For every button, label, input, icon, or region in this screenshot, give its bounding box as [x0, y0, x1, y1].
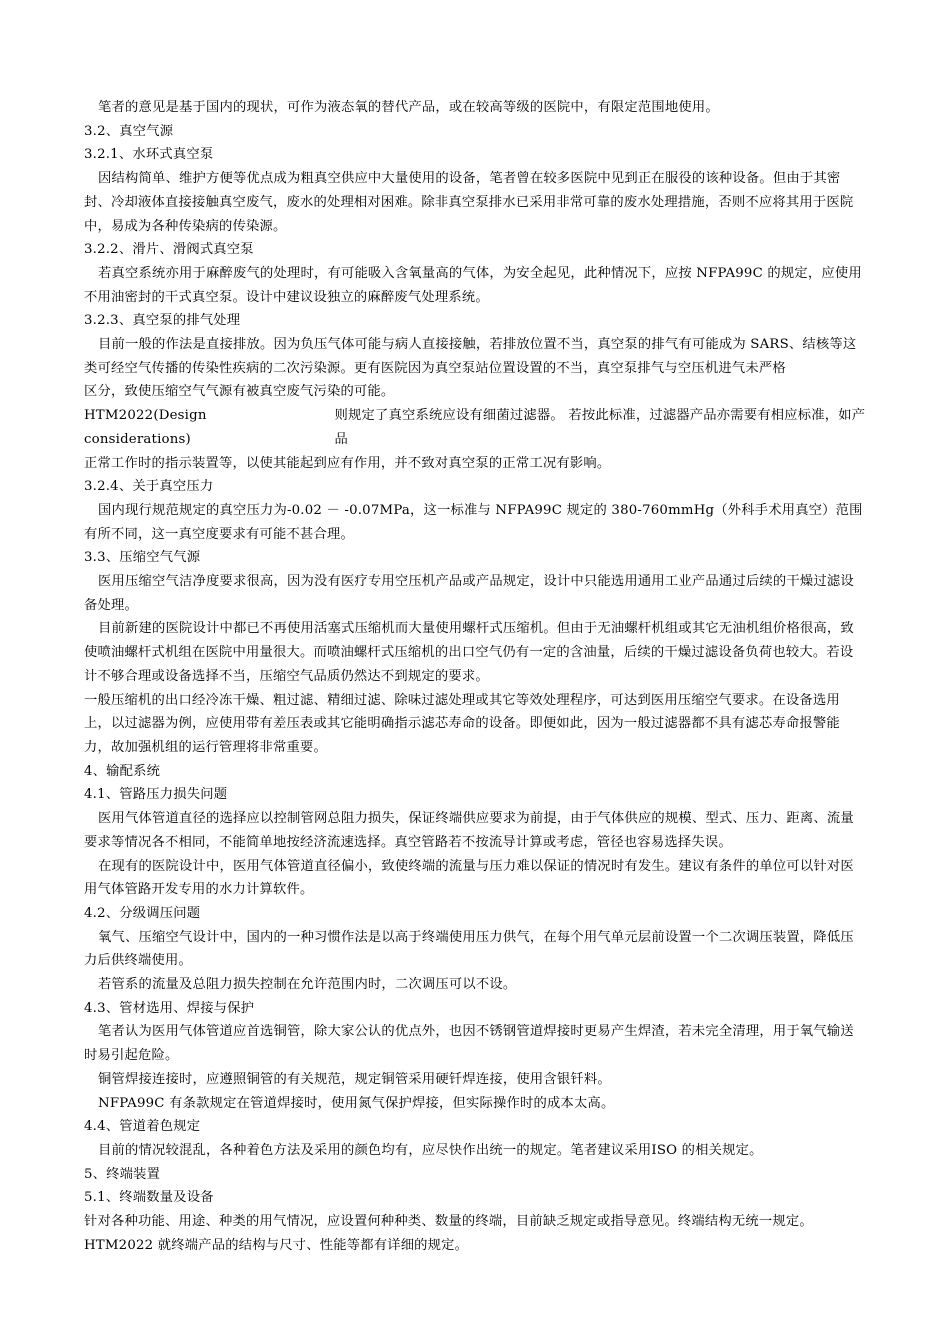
- paragraph: 国内现行规范规定的真空压力为-0.02 － -0.07MPa，这一标准与 NFPA99C 规定的 380-760mmHg（外科手术用真空）范围有所不同，这一真空度要求有可能不甚合理。: [84, 502, 863, 542]
- paragraph: NFPA99C 有条款规定在管道焊接时，使用氮气保护焊接，但实际操作时的成本太高。: [98, 1095, 615, 1111]
- section-heading: 5.1、终端数量及设备: [84, 1190, 214, 1206]
- section-heading: 3.2.2、滑片、滑阀式真空泵: [84, 242, 254, 258]
- section-heading: 3.3、压缩空气气源: [84, 550, 201, 566]
- paragraph: 区分，致使压缩空气气源有被真空废气污染的可能。: [84, 384, 395, 400]
- paragraph: 笔者的意见是基于国内的现状，可作为液态氧的替代产品，或在较高等级的医院中，有限定范围地使用。: [98, 100, 719, 115]
- paragraph: 针对各种功能、用途、种类的用气情况，应设置何种种类、数量的终端，目前缺乏规定或指导意见。终端结构无统一规定。: [84, 1214, 813, 1230]
- paragraph: HTM2022 就终端产品的结构与尺寸、性能等都有详细的规定。: [84, 1237, 469, 1253]
- document-body: [84, 96, 866, 1257]
- paragraph: 目前的情况较混乱，各种着色方法及采用的颜色均有，应尽快作出统一的规定。笔者建议采用ISO 的相关规定。: [98, 1142, 763, 1158]
- section-heading: 4.2、分级调压问题: [84, 905, 201, 921]
- section-heading: 4、输配系统: [84, 763, 161, 779]
- paragraph: 正常工作时的指示装置等，以使其能起到应有作用，并不致对真空泵的正常工况有影响。: [84, 455, 611, 471]
- paragraph: 医用气体管道直径的选择应以控制管网总阻力损失，保证终端供应要求为前提，由于气体供应的规模、型式、压力、距离、流量要求等情况各不相同，不能简单地按经济流速选择。真空管路若不按流导计算或考虑，管径也容易选择失误。: [84, 811, 854, 850]
- paragraph: 医用压缩空气洁净度要求很高，因为没有医疗专用空压机产品或产品规定，设计中只能选用通用工业产品通过后续的干燥过滤设备处理。: [84, 574, 854, 613]
- paragraph: 目前新建的医院设计中都已不再使用活塞式压缩机而大量使用螺杆式压缩机。但由于无油螺杆机组或其它无油机组价格很高，致使喷油螺杆式机组在医院中用量很大。而喷油螺杆式压缩机的出口空气仍有一定的含油量，后续的干燥过滤设备负荷也较大。若设计不够合理或设备选择不当，压缩空气品质仍然达不到规定的要求。: [84, 621, 854, 684]
- paragraph: 铜管焊接连接时，应遵照铜管的有关规范，规定铜管采用硬钎焊连接，使用含银钎料。: [98, 1071, 611, 1087]
- section-heading: 3.2.4、关于真空压力: [84, 479, 214, 495]
- section-heading: 4.1、管路压力损失问题: [84, 787, 228, 803]
- section-heading: 3.2.1、水环式真空泵: [84, 147, 214, 163]
- paragraph: 一般压缩机的出口经冷冻干燥、粗过滤、精细过滤、除味过滤处理或其它等效处理程序，可达到医用压缩空气要求。在设备选用上，以过滤器为例，应使用带有差压表或其它能明确指示滤芯寿命的设备。即便如此，因为一般过滤器都不具有滤芯寿命报警能力，故加强机组的运行管理将非常重要。: [84, 692, 840, 755]
- paragraph: 笔者认为医用气体管道应首选铜管，除大家公认的优点外，也因不锈钢管道焊接时更易产生焊渣，若未完全清理，用于氧气输送时易引起危险。: [84, 1024, 854, 1064]
- paragraph: 因结构简单、维护方便等优点成为粗真空供应中大量使用的设备，笔者曾在较多医院中见到正在服役的该种设备。但由于其密封、冷却液体直接接触真空废气，废水的处理相对困难。除非真空泵排水已采用非常可靠的废水处理措施，否则不应将其用于医院中，易成为各种传染病的传染源。: [84, 171, 854, 234]
- paragraph: 目前一般的作法是直接排放。因为负压气体可能与病人直接接触，若排放位置不当，真空泵的排气有可能成为 SARS、结核等这类可经空气传播的传染性疾病的二次污染源。更有医院因为真空泵站位置设置的不当，真空泵排气与空压机进气未严格: [84, 337, 857, 376]
- section-heading: 4.4、管道着色规定: [84, 1119, 201, 1135]
- paragraph: 若真空系统亦用于麻醉废气的处理时，有可能吸入含氧量高的气体，为安全起见，此种情况下，应按 NFPA99C 的规定，应使用不用油密封的干式真空泵。设计中建议设独立的麻醉废气处理系统。: [84, 265, 862, 305]
- section-heading: 5、终端装置: [84, 1166, 161, 1182]
- paragraph: 在现有的医院设计中，医用气体管道直径偏小，致使终端的流量与压力难以保证的情况时有发生。建议有条件的单位可以针对医用气体管路开发专用的水力计算软件。: [84, 858, 854, 898]
- section-heading: 3.2.3、真空泵的排气处理: [84, 313, 241, 329]
- paragraph: 氧气、压缩空气设计中，国内的一种习惯作法是以高于终端使用压力供气，在每个用气单元层前设置一个二次调压装置，降低压力后供终端使用。: [84, 929, 854, 969]
- htm2022-lead: HTM2022(Design considerations): [84, 408, 207, 447]
- section-heading: 4.3、管材选用、焊接与保护: [84, 1000, 255, 1016]
- paragraph: 若管系的流量及总阻力损失控制在允许范围内时，二次调压可以不设。: [98, 977, 517, 993]
- paragraph-htm2022: [84, 404, 866, 451]
- section-heading: 3.2、真空气源: [84, 123, 174, 139]
- htm2022-text: 则规定了真空系统应设有细菌过滤器。 若按此标准，过滤器产品亦需要有相应标准，如产品: [334, 408, 866, 447]
